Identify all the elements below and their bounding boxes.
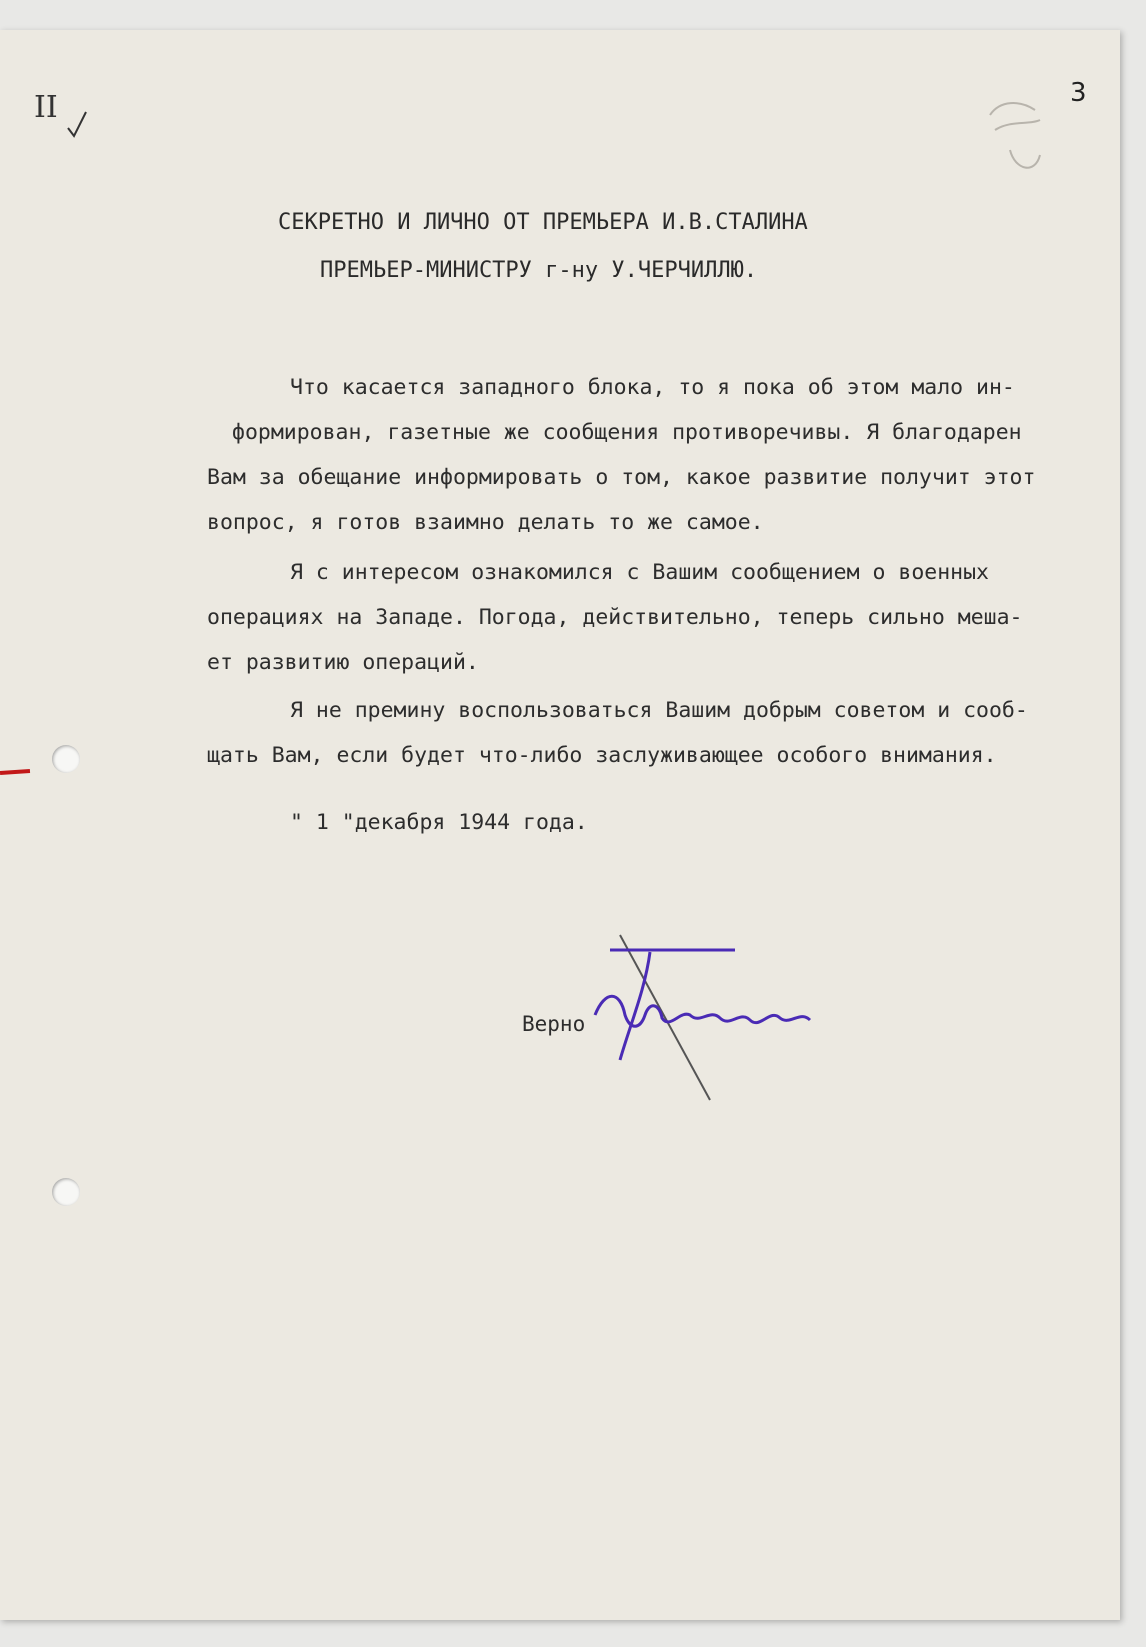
- header-line-1: СЕКРЕТНО И ЛИЧНО ОТ ПРЕМЬЕРА И.В.СТАЛИНА: [278, 210, 808, 235]
- paragraph-2-line-3: ет развитию операций.: [207, 650, 479, 675]
- roman-numeral-mark: [30, 90, 85, 150]
- document-date: " 1 "декабря 1944 года.: [290, 810, 588, 835]
- checkmark-icon: [30, 90, 90, 150]
- paragraph-1-line-4: вопрос, я готов взаимно делать то же самое.: [207, 510, 764, 535]
- certification-block: [522, 1012, 585, 1036]
- paragraph-1-line-1: Что касается западного блока, то я пока об этом мало ин-: [290, 375, 1015, 400]
- paragraph-3-line-2: щать Вам, если будет что-либо заслуживающее особого внимания.: [207, 743, 997, 768]
- certification-label: Верно: [522, 1012, 586, 1036]
- paragraph-2-line-1: Я с интересом ознакомился с Вашим сообщением о военных: [290, 560, 989, 585]
- punch-hole: [52, 745, 80, 773]
- paragraph-2-line-2: операциях на Западе. Погода, действительно, теперь сильно меша-: [207, 605, 1023, 630]
- page-number: 3: [1070, 78, 1087, 108]
- paragraph-3-line-1: Я не премину воспользоваться Вашим добрым советом и сооб-: [290, 698, 1028, 723]
- paragraph-1-line-3: Вам за обещание информировать о том, какое развитие получит этот: [207, 465, 1036, 490]
- header-line-2: ПРЕМЬЕР-МИНИСТРУ г-ну У.ЧЕРЧИЛЛЮ.: [320, 258, 758, 283]
- pencil-annotation-icon: [980, 90, 1060, 180]
- punch-hole: [52, 1178, 80, 1206]
- roman-numeral: II: [34, 90, 58, 125]
- document-page: [0, 30, 1120, 1620]
- red-margin-mark: [0, 769, 30, 775]
- paragraph-1-line-2: формирован, газетные же сообщения противоречивы. Я благодарен: [232, 420, 1022, 445]
- handwritten-signature: [590, 930, 840, 1120]
